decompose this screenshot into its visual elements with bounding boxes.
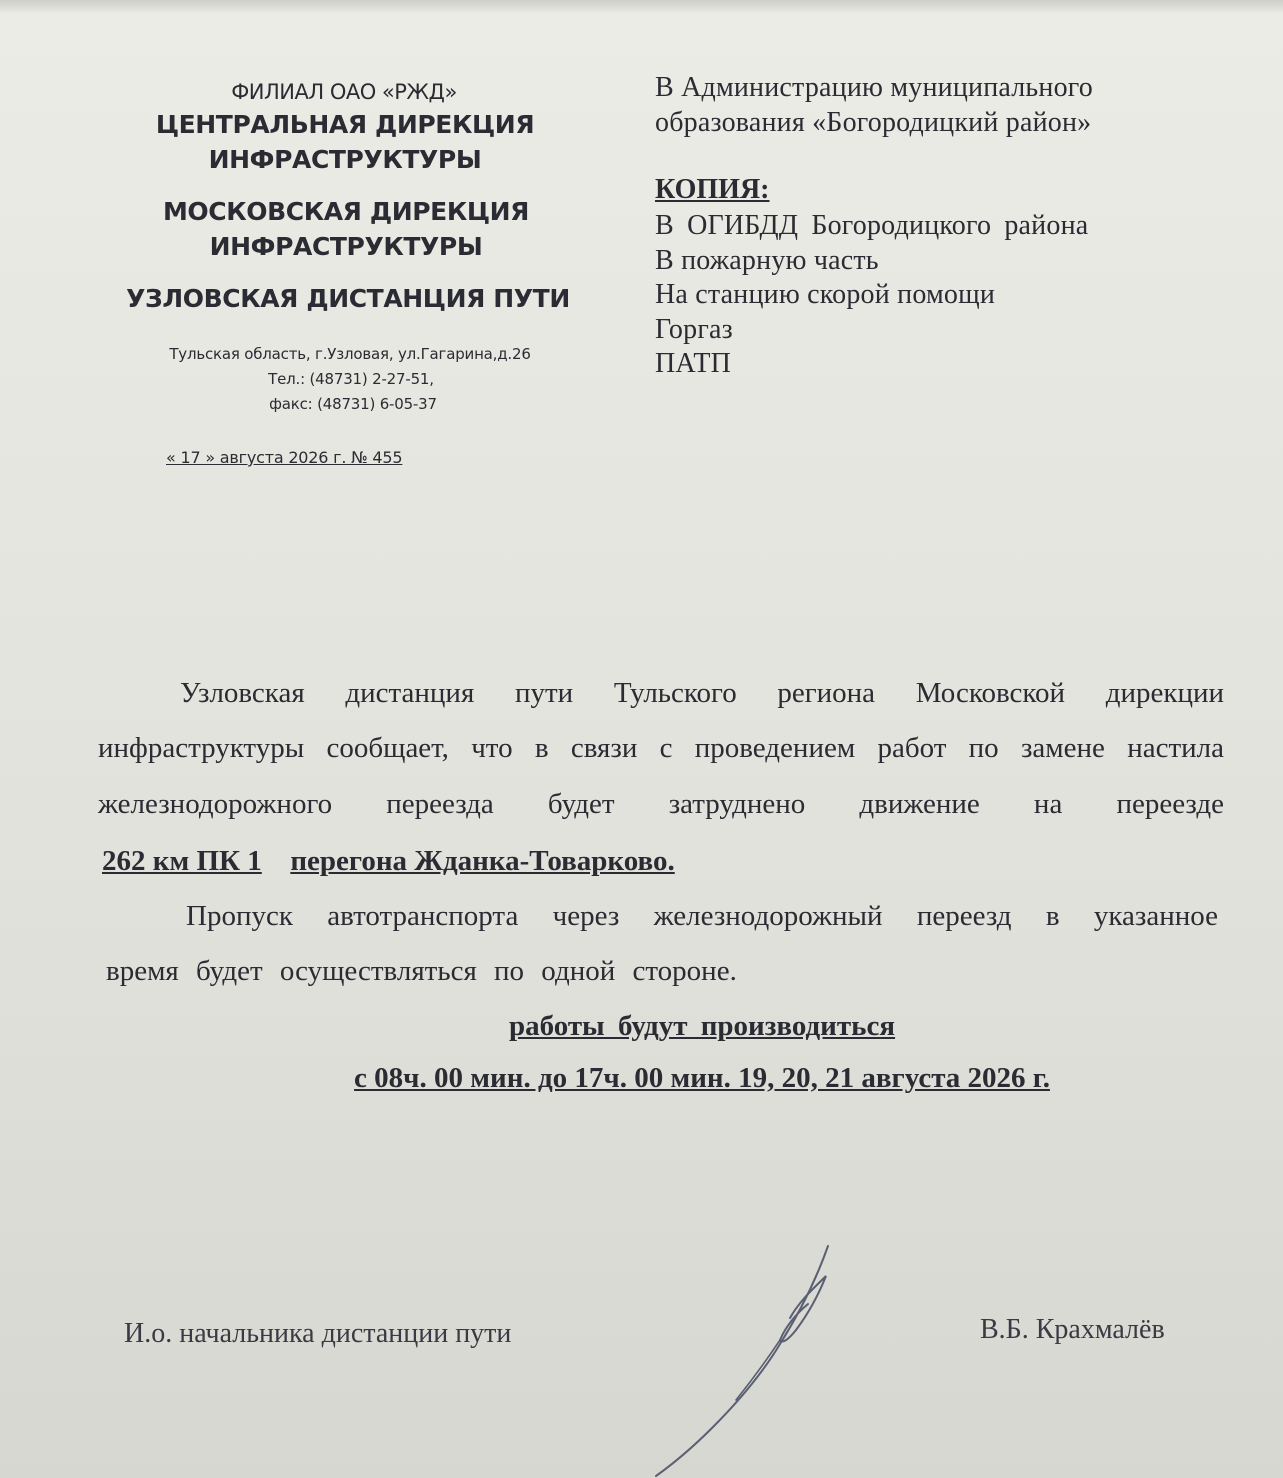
handwritten-signature <box>640 1240 850 1478</box>
work-schedule-label: работы будут производиться <box>508 1010 896 1042</box>
crossing-section: перегона Жданка-Товарково. <box>290 845 675 877</box>
letterhead-unit: УЗЛОВСКАЯ ДИСТАНЦИЯ ПУТИ <box>126 284 570 313</box>
signatory-name: В.Б. Крахмалёв <box>980 1314 1165 1345</box>
copy-recipient: На станцию скорой помощи <box>655 279 996 310</box>
letterhead-address: Тульская область, г.Узловая, ул.Гагарина,д.26 <box>169 345 531 363</box>
work-schedule-time: с 08ч. 00 мин. до 17ч. 00 мин. 19, 20, 21 августа 2026 г. <box>354 1062 1050 1094</box>
body-p1-line4 <box>102 845 675 878</box>
letterhead-ref-number: « 17 » августа 2026 г. № 455 <box>166 448 403 467</box>
copy-label: КОПИЯ: <box>655 174 770 205</box>
crossing-km: 262 км ПК 1 <box>102 845 262 877</box>
recipient-line2: образования «Богородицкий район» <box>655 107 1092 138</box>
body-p2-line1: Пропуск автотранспорта через железнодорожный переезд в указанное <box>186 900 1218 932</box>
body-p2-line2: время будет осуществляться по одной стороне. <box>106 955 737 987</box>
body-p1-line2: инфраструктуры сообщает, что в связи с проведением работ по замене настила <box>98 732 1224 764</box>
copy-recipient: ПАТП <box>655 348 732 379</box>
letterhead-phone: Тел.: (48731) 2-27-51, <box>268 370 434 388</box>
signature-drawing <box>640 1240 850 1478</box>
signatory-position: И.о. начальника дистанции пути <box>124 1318 512 1349</box>
copy-recipient: Горгаз <box>655 314 733 345</box>
recipient-line1: В Администрацию муниципального <box>655 72 1093 103</box>
body-p1-line3: железнодорожного переезда будет затруднено движение на переезде <box>98 788 1224 820</box>
body-p1-line1: Узловская дистанция пути Тульского региона Московской дирекции <box>180 677 1224 709</box>
letterhead-moscow-line1: МОСКОВСКАЯ ДИРЕКЦИЯ <box>162 197 530 226</box>
letterhead-fax: факс: (48731) 6-05-37 <box>269 395 437 413</box>
letterhead-moscow-line2: ИНФРАСТРУКТУРЫ <box>209 232 483 261</box>
copy-recipient: В пожарную часть <box>655 245 879 276</box>
page-edge-shadow <box>0 0 1283 14</box>
letterhead-central-line2: ИНФРАСТРУКТУРЫ <box>208 145 482 174</box>
copy-recipient: В ОГИБДД Богородицкого района <box>655 210 1089 241</box>
letterhead-central-line1: ЦЕНТРАЛЬНАЯ ДИРЕКЦИЯ <box>155 110 535 139</box>
document-page: ФИЛИАЛ ОАО «РЖД» ЦЕНТРАЛЬНАЯ ДИРЕКЦИЯ ИНФРАСТРУКТУРЫ МОСКОВСКАЯ ДИРЕКЦИЯ ИНФРАСТРУКТУРЫ УЗЛОВСКАЯ ДИСТАНЦИЯ ПУТИ Тульская область, г.Узловая, ул.Гагарина,д.26 Тел.: (48731) 2-27-51, факс: (48731) 6-05-37 « 17 » августа 2026 г. № 455 В Администрацию муниципального образования «Богородицкий район» КОПИЯ: В ОГИБДД Богородицкого района В пожарную часть На станцию скорой помощи Горгаз ПАТП Узловская дистанция пути Тульского региона Московской дирекции инфраструктуры сообщает, что в связи с проведением работ по замене настила железнодорожного переезда будет затруднено движение на переезде 262 км ПК 1 перегона Жданка-Товарково. Пропуск автотранспорта через железнодорожный переезд в указанное время будет осуществляться по одной стороне. работы будут производиться с 08ч. 00 мин. до 17ч. 00 мин. 19, 20, 21 августа 2026 г. И.о. начальника дистанции пути В.Б. Крахмалёв <box>0 0 1283 1478</box>
